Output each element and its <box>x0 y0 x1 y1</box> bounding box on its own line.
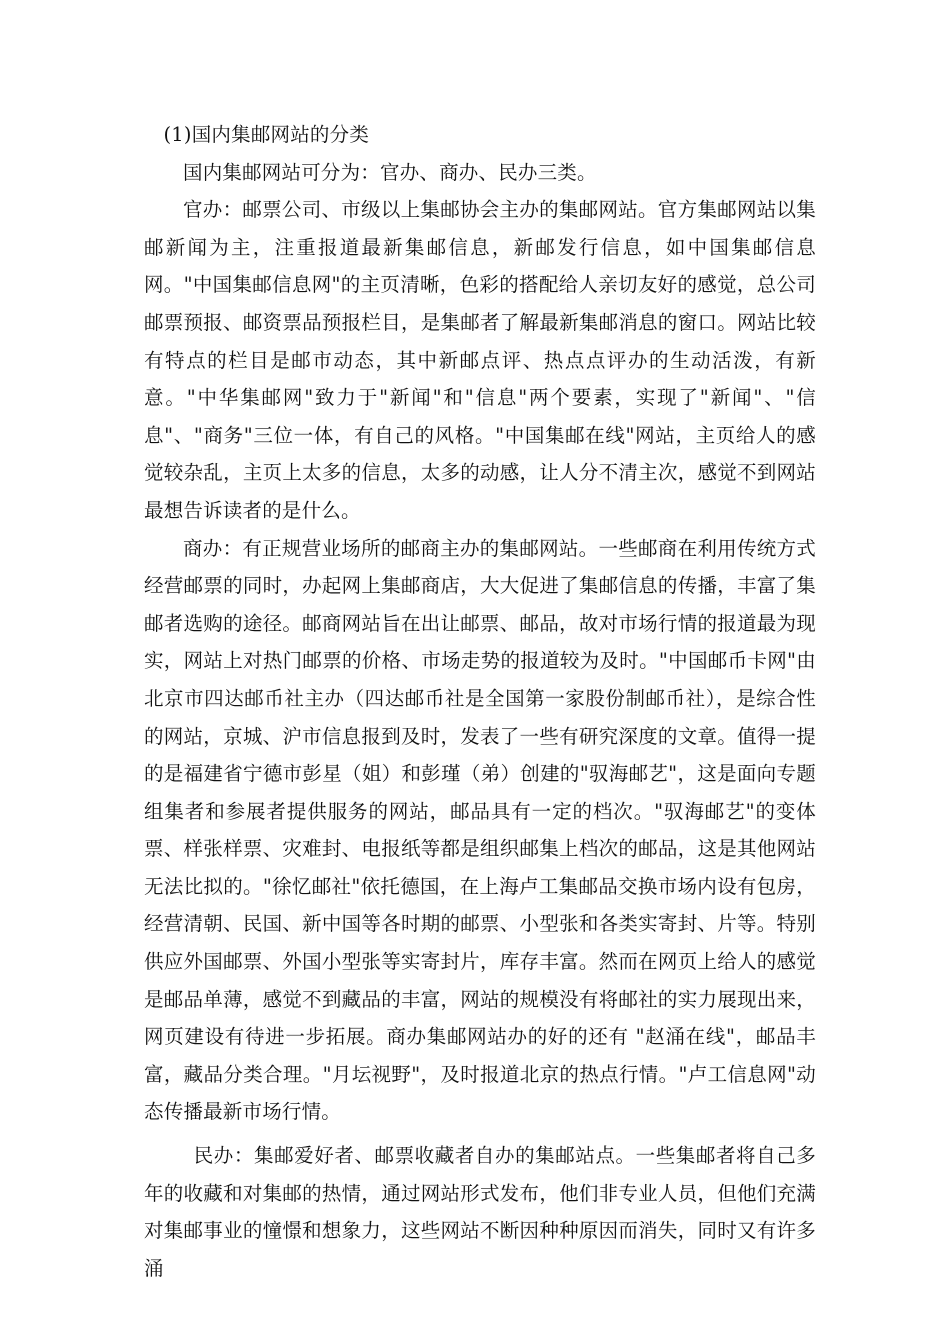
section-title: (1)国内集邮网站的分类 <box>163 123 370 146</box>
paragraph-commercial-sites: 商办：有正规营业场所的邮商主办的集邮网站。一些邮商在利用传统方式经营邮票的同时，办起网上集邮商店，大大促进了集邮信息的传播，丰富了集邮者选购的途径。邮商网站旨在出让邮票、邮品，故对市场行情的报道最为现实，网站上对热门邮票的价格、市场走势的报道较为及时。"中国邮币卡网"由北京市四达邮币社主办（四达邮币社是全国第一家股份制邮币社），是综合性的网站，京城、沪市信息报到及时，发表了一些有研究深度的文章。值得一提的是福建省宁德市彭星（姐）和彭瑾（弟）创建的"驭海邮艺"，这是面向专题组集者和参展者提供服务的网站，邮品具有一定的档次。"驭海邮艺"的变体票、样张样票、灾难封、电报纸等都是组织邮集上档次的邮品，这是其他网站无法比拟的。"徐忆邮社"依托德国，在上海卢工集邮品交换市场内设有包房，经营清朝、民国、新中国等各时期的邮票、小型张和各类实寄封、片等。特别供应外国邮票、外国小型张等实寄封片，库存丰富。然而在网页上给人的感觉是邮品单薄，感觉不到藏品的丰富，网站的规模没有将邮社的实力展现出来，网页建设有待进一步拓展。商办集邮网站办的好的还有 "赵涌在线"，邮品丰富，藏品分类合理。"月坛视野"，及时报道北京的热点行情。"卢工信息网"动态传播最新市场行情。 <box>144 536 816 1124</box>
paragraph-private-sites: 民办：集邮爱好者、邮票收藏者自办的集邮站点。一些集邮者将自己多年的收藏和对集邮的热情，通过网站形式发布，他们非专业人员，但他们充满对集邮事业的憧憬和想象力，这些网站不断因种种原因而消失，同时又有许多涌 <box>144 1144 816 1280</box>
paragraph-official-sites: 官办：邮票公司、市级以上集邮协会主办的集邮网站。官方集邮网站以集邮新闻为主，注重报道最新集邮信息，新邮发行信息，如中国集邮信息网。"中国集邮信息网"的主页清晰，色彩的搭配给人亲切友好的感觉，总公司邮票预报、邮资票品预报栏目，是集邮者了解最新集邮消息的窗口。网站比较有特点的栏目是邮市动态，其中新邮点评、热点点评办的生动活泼，有新意。"中华集邮网"致力于"新闻"和"信息"两个要素，实现了"新闻"、"信息"、"商务"三位一体，有自己的风格。"中国集邮在线"网站，主页给人的感觉较杂乱，主页上太多的信息，太多的动感，让人分不清主次，感觉不到网站最想告诉读者的是什么。 <box>144 198 816 522</box>
intro-paragraph: 国内集邮网站可分为：官办、商办、民办三类。 <box>183 160 597 184</box>
document-body <box>144 116 816 1287</box>
